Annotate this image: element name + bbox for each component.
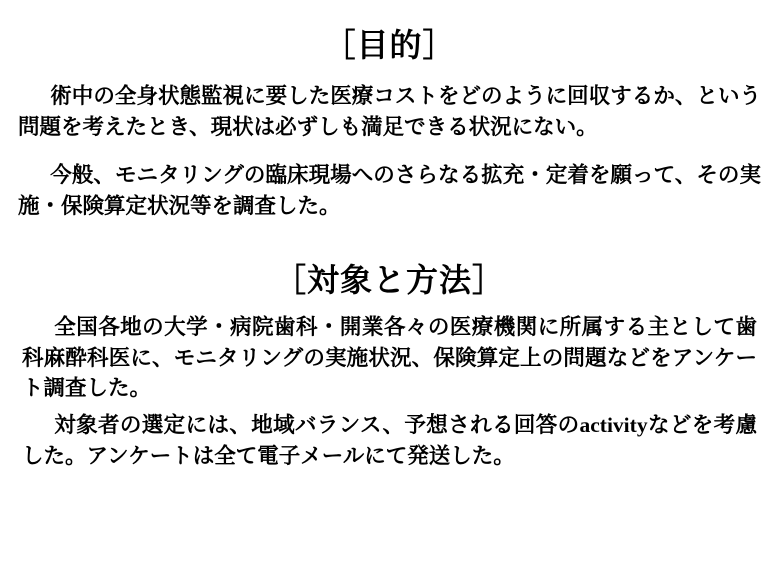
paragraph: 対象者の選定には、地域バランス、予想される回答のactivityなどを考慮した。アンケートは全て電子メールにて発送した。: [22, 412, 757, 468]
paragraph: 全国各地の大学・病院歯科・開業各々の医療機関に所属する主として歯科麻酔科医に、モニタリングの実施状況、保険算定上の問題などをアンケート調査した。: [22, 315, 757, 401]
paragraph: 術中の全身状態監視に要した医療コストをどのように回収するか、という問題を考えたとき、現状は必ずしも満足できる状況にない。: [18, 84, 761, 139]
section-body-purpose: [18, 81, 761, 221]
slide-canvas: [0, 28, 779, 567]
section-purpose: [0, 28, 779, 221]
section-body-methods: [22, 312, 757, 471]
section-title-methods: ［対象と方法］: [273, 262, 505, 299]
section-methods: [0, 263, 779, 471]
paragraph: 今般、モニタリングの臨床現場へのさらなる拡充・定着を願って、その実施・保険算定状況等を調査した。: [18, 163, 761, 218]
section-title-purpose: ［目的］: [323, 27, 456, 63]
